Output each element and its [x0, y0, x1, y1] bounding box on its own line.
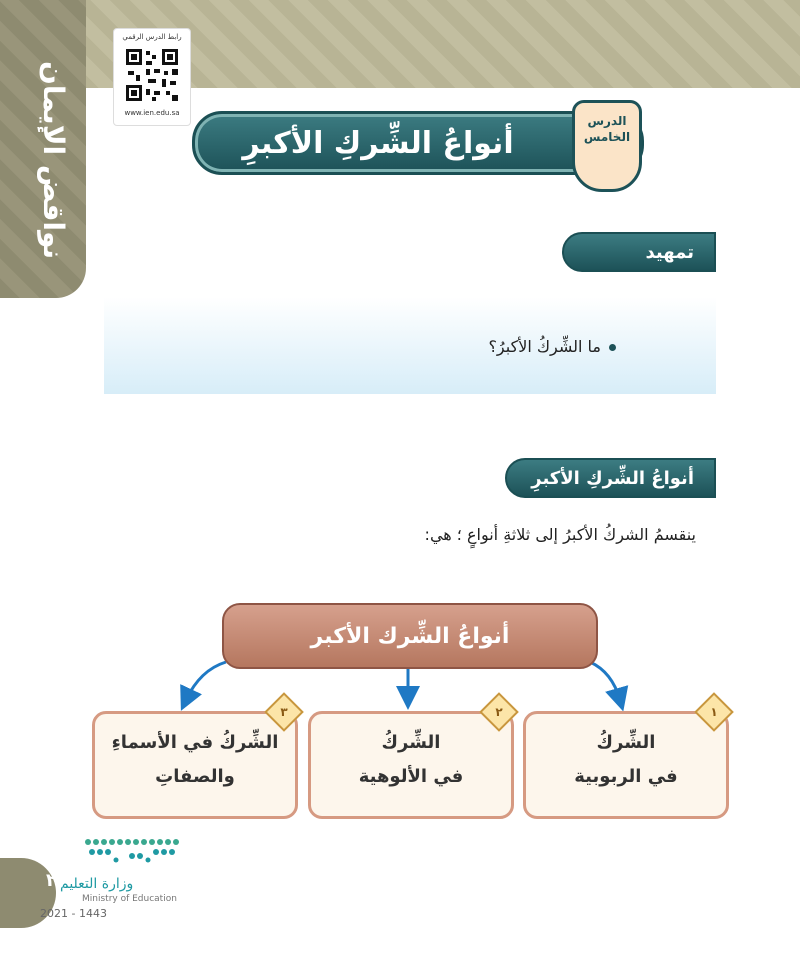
page-number: ٢٥ [46, 870, 68, 891]
type-2-line1: الشِّركُ [381, 732, 441, 753]
type-box-3 [92, 711, 298, 819]
unit-title: نواقض الإيمان [37, 60, 70, 260]
type-1-line2: في الربوبية [574, 766, 678, 787]
type-box-1 [523, 711, 729, 819]
number-badge-2-text: ٢ [495, 705, 503, 719]
lesson-badge-label: الدرس [587, 114, 627, 128]
ministry-name-en: Ministry of Education [82, 894, 177, 904]
type-3-line1: الشِّركُ في الأسماءِ [111, 732, 279, 753]
year-label: 2021 - 1443 [40, 907, 107, 920]
types-section-tab: أنواعُ الشِّركِ الأكبرِ [505, 458, 716, 498]
number-badge-3-text: ٣ [280, 705, 288, 719]
diagram-root: أنواعُ الشِّرك الأكبر [222, 603, 598, 669]
qr-url: www.ien.edu.sa [124, 109, 180, 117]
type-3-line2: والصفاتِ [155, 766, 235, 787]
intro-section-tab: تمهيد [562, 232, 716, 272]
type-1-line1: الشِّركُ [596, 732, 656, 753]
body-text: ينقسمُ الشركُ الأكبرُ إلى ثلاثةِ أنواعٍ ؛ هي: [424, 525, 696, 544]
ministry-name: وزارة التعليم [60, 876, 134, 892]
intro-question: ما الشِّركُ الأكبرُ؟ [488, 337, 601, 356]
type-box-2 [308, 711, 514, 819]
lesson-badge-number: الخامس [583, 130, 631, 144]
lesson-title: أنواعُ الشِّركِ الأكبرِ [242, 125, 514, 161]
ministry-logo-icon [82, 834, 192, 870]
type-2-line2: في الألوهية [358, 766, 464, 787]
number-badge-1-text: ١ [710, 705, 718, 719]
qr-label: رابط الدرس الرقمي [122, 33, 182, 41]
